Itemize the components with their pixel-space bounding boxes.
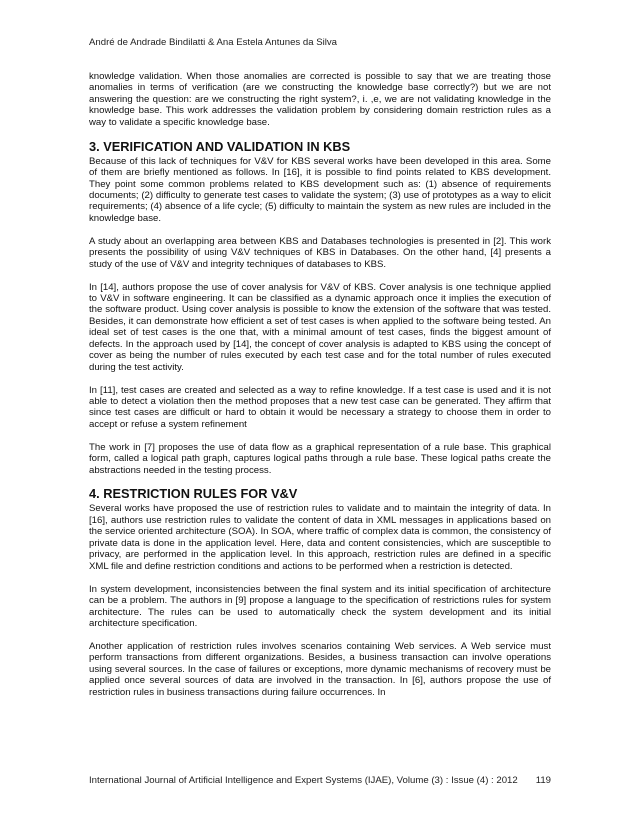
footer-page-number: 119: [535, 775, 551, 786]
section-3-paragraph-4: In [11], test cases are created and selected as a way to refine knowledge. If a test case is used and it is not able to detect a violation then the method proposes that a new test case can be generated. They affirm that since test cases are difficult or hard to obtain it would be necessary a strategy to choose them in order to accept or refuse a system refinement: [89, 384, 551, 430]
section-3-paragraph-1: Because of this lack of techniques for V&V for KBS several works have been developed in this area. Some of them are briefly mentioned as follows. In [16], it is possible to find points related to KBS development. They point some common problems related to KBS development such as: (1) absence of requirements documents; (2) difficulty to generate test cases to validate the system; (3) use of prototypes as a way to elicit requirements; (4) absence of a life cycle; (5) difficulty to maintain the system as new rules are included in the knowledge base.: [89, 155, 551, 224]
section-3-paragraph-2: A study about an overlapping area between KBS and Databases technologies is presented in [2]. This work presents the possibility of using V&V techniques of KBS in Databases. On the other hand, [4] presents a study of the use of V&V and integrity techniques of databases to KBS.: [89, 235, 551, 270]
page-footer: [89, 775, 551, 786]
running-header-authors: André de Andrade Bindilatti & Ana Estela Antunes da Silva: [89, 37, 338, 48]
section-4-paragraph-2: In system development, inconsistencies between the final system and its initial specification of architecture can be a problem. The authors in [9] propose a language to the specification of restrictions rules for system architecture. The rules can be used to automatically check the system development and its initial architecture specification.: [89, 583, 551, 629]
section-4-heading: 4. RESTRICTION RULES FOR V&V: [89, 486, 298, 502]
footer-journal-citation: International Journal of Artificial Intelligence and Expert Systems (IJAE), Volume (3) : Issue (4) : 2012: [89, 775, 518, 786]
intro-paragraph: knowledge validation. When those anomalies are corrected is possible to say that we are treating those anomalies in terms of verification (are we constructing the knowledge base correctly?) but we are not answering the question: are we constructing the right system?, i. ,e, we are not validating knowledge in the knowledge base. This work addresses the validation problem by considering domain restriction rules as a way to validate a specific knowledge base.: [89, 71, 551, 128]
section-4-paragraph-3: Another application of restriction rules involves scenarios containing Web services. A Web service must perform transactions from different organizations. Besides, a business transaction can involve operations using several sources. In the case of failures or exceptions, more dynamic mechanisms of recovery must be applied once several sources of data are involved in the transaction. In [6], authors propose the use of restriction rules in business transactions during failure occurrences. In: [89, 640, 551, 698]
section-3-heading: 3. VERIFICATION AND VALIDATION IN KBS: [89, 138, 351, 154]
section-3-paragraph-3: In [14], authors propose the use of cover analysis for V&V of KBS. Cover analysis is one technique applied to V&V in software engineering. It can be classified as a dynamic approach once it implies the execution of the software product. Using cover analysis is possible to know the extension of the software that was tested. Besides, it can demonstrate how efficient a set of test cases is when applied to the software being tested. An ideal set of test cases is the one that, with a minimal amount of test cases, finds the biggest amount of defects. In the approach used by [14], the concept of cover analysis is adapted to KBS using the concept of cover as being the number of rules executed by each test case and for the total number of rules executed during the test activity.: [89, 281, 551, 373]
section-4-paragraph-1: Several works have proposed the use of restriction rules to validate and to maintain the integrity of data. In [16], authors use restriction rules to validate the content of data in XML messages in applications based on the service oriented architecture (SOA). In SOA, where traffic of complex data is common, the consistency of private data is done in the application level. Here, data and content consistencies, which are susceptible to privacy, are performed in the application level. In this approach, restriction rules are defined in a specific XML file and define restriction conditions and actions to be performed when a restriction is detected.: [89, 503, 551, 572]
section-3-paragraph-5: The work in [7] proposes the use of data flow as a graphical representation of a rule base. This graphical form, called a logical path graph, captures logical paths through a rule base. These logical paths create the abstractions needed in the testing process.: [89, 441, 551, 476]
page-body: [89, 71, 551, 709]
